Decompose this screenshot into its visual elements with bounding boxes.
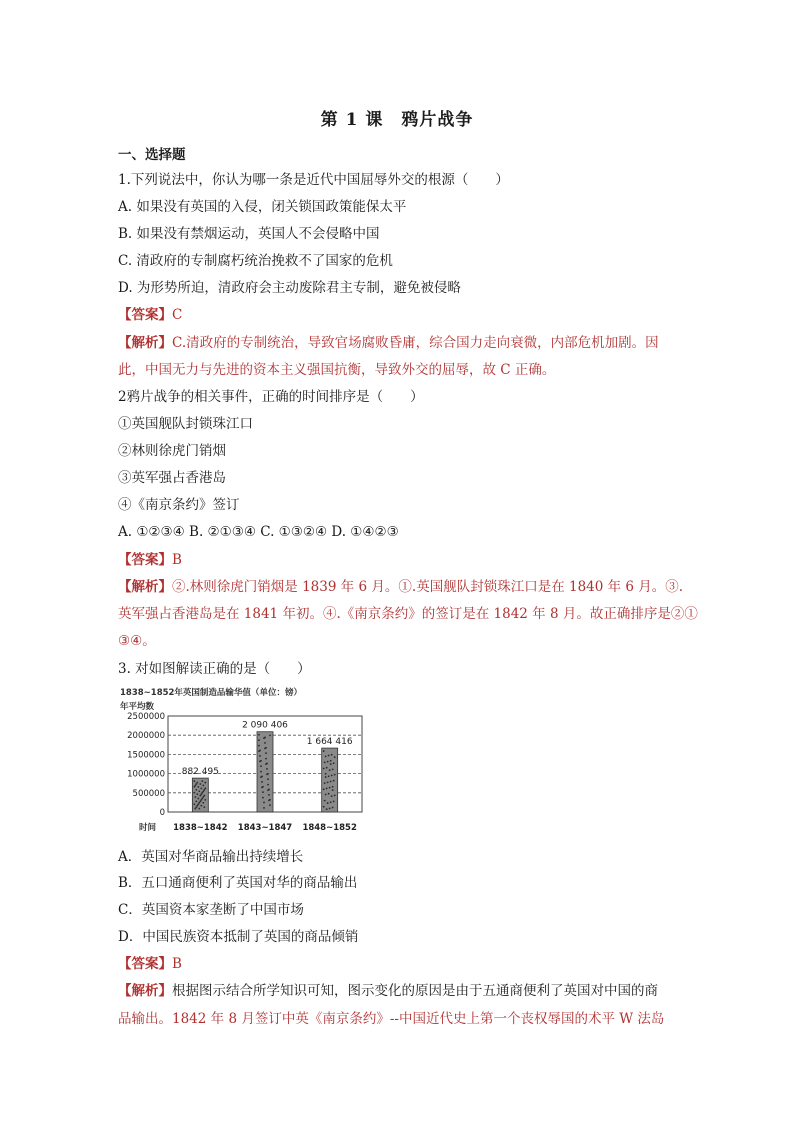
bar-texture-dot — [323, 806, 325, 808]
bar-texture-dot — [202, 785, 204, 787]
bar-texture-dot — [329, 787, 331, 789]
q2-item-4: ④《南京条约》签订 — [118, 497, 240, 513]
chart-svg — [118, 684, 368, 834]
q1-option-b: B. 如果没有禁烟运动，英国人不会侵略中国 — [118, 226, 380, 242]
bar-texture-dot — [203, 795, 205, 797]
answer-value: B — [172, 956, 182, 972]
bar-texture-dot — [195, 800, 197, 802]
bar-texture-dot — [259, 755, 261, 757]
bar-texture-dot — [323, 788, 325, 790]
bar-texture-dot — [201, 792, 203, 794]
bar-texture-dot — [268, 799, 270, 801]
q3-option-c: C．英国资本家垄断了中国市场 — [118, 902, 304, 918]
x-tick-label: 1838~1842 — [173, 823, 228, 833]
analysis-text: ②.林则徐虎门销烟是 1839 年 6 月。①.英国舰队封锁珠江口是在 1840 年 6 月。③. — [172, 579, 684, 595]
q2-stem: 2鸦片战争的相关事件，正确的时间排序是（ ） — [118, 389, 424, 405]
bar-texture-dot — [267, 789, 269, 791]
q3-analysis-line-1 — [118, 982, 698, 1000]
q3-option-b: B．五口通商便利了英国对华的商品输出 — [118, 875, 358, 891]
bar-texture-dot — [268, 794, 270, 796]
bar-texture-dot — [325, 794, 327, 796]
bar-texture-dot — [332, 789, 334, 791]
bar-texture-dot — [324, 782, 326, 784]
bar-texture-dot — [203, 806, 205, 808]
x-tick-label: 1848~1852 — [302, 823, 357, 833]
q2-options: A. ①②③④ B. ②①③④ C. ①③②④ D. ①④②③ — [118, 524, 399, 540]
bar-texture-dot — [193, 792, 195, 794]
bar-texture-dot — [196, 793, 198, 795]
q1-answer — [118, 306, 698, 324]
q1-option-a: A. 如果没有英国的入侵，闭关锁国政策能保太平 — [118, 199, 407, 215]
bar-texture-dot — [262, 791, 264, 793]
y-tick-label: 500000 — [132, 788, 165, 799]
bar-texture-dot — [258, 734, 260, 736]
bar-texture-dot — [327, 761, 329, 763]
chart-title: 1838~1852年英国制造品输华值（单位：镑） — [120, 688, 302, 698]
bar-texture-dot — [204, 782, 206, 784]
bar-texture-dot — [265, 763, 267, 765]
q1-analysis-line-1 — [118, 334, 698, 352]
bar-value-label: 2 090 406 — [242, 720, 288, 731]
y-tick-label: 2500000 — [127, 712, 165, 722]
bar-texture-dot — [327, 802, 329, 804]
bar-texture-dot — [196, 782, 198, 784]
bar-texture-dot — [258, 745, 260, 747]
q2-analysis-line-2: 英军强占香港岛是在 1841 年初。④.《南京条约》的签订是在 1842 年 8 月。故正确排序是②① — [118, 606, 698, 622]
bar-texture-dot — [260, 776, 262, 778]
bar-texture-dot — [194, 808, 196, 810]
bar-texture-dot — [200, 799, 202, 801]
bar-texture-dot — [202, 796, 204, 798]
bar-texture-dot — [325, 776, 327, 778]
chart-ylabel: 年平均数 — [120, 702, 155, 712]
bar-texture-dot — [198, 790, 200, 792]
answer-tag: 【答案】 — [118, 552, 172, 568]
q3-answer — [118, 955, 698, 973]
bar-texture-dot — [326, 808, 328, 810]
bar-texture-dot — [330, 760, 332, 762]
answer-value: B — [172, 552, 182, 568]
bar-texture-dot — [204, 799, 206, 801]
analysis-tag: 【解析】 — [118, 335, 172, 351]
bar-texture-dot — [329, 807, 331, 809]
bar-texture-dot — [331, 795, 333, 797]
bar-texture-dot — [198, 802, 200, 804]
answer-tag: 【答案】 — [118, 307, 172, 323]
bar-texture-dot — [261, 786, 263, 788]
y-tick-label: 2000000 — [127, 731, 165, 742]
q2-answer — [118, 551, 698, 569]
section-heading: 一、选择题 — [118, 147, 186, 163]
q2-analysis-line-3: ③④。 — [118, 633, 156, 649]
bar-texture-dot — [334, 774, 336, 776]
answer-tag: 【答案】 — [118, 956, 172, 972]
analysis-text: 根据图示结合所学知识可知，图示变化的原因是由于五通商便利了英国对中国的商 — [172, 983, 658, 999]
bar-texture-dot — [326, 767, 328, 769]
bar-texture-dot — [323, 750, 325, 752]
bar-texture-dot — [200, 805, 202, 807]
bar-texture-dot — [332, 786, 334, 788]
bar-texture-dot — [197, 786, 199, 788]
bar-texture-dot — [258, 750, 260, 752]
bar-texture-dot — [269, 734, 271, 736]
bar-value-label: 882 495 — [181, 767, 219, 778]
bar-texture-dot — [333, 780, 335, 782]
q3-stem: 3. 对如图解读正确的是（ ） — [118, 661, 311, 677]
analysis-tag: 【解析】 — [118, 983, 172, 999]
bar-texture-dot — [258, 739, 260, 741]
page-title: 第 1 课 鸦片战争 — [320, 110, 474, 130]
bar-texture-dot — [265, 758, 267, 760]
bar-texture-dot — [200, 787, 202, 789]
bar-texture-dot — [201, 780, 203, 782]
bar-texture-dot — [197, 798, 199, 800]
bar-texture-dot — [267, 778, 269, 780]
y-tick-label: 0 — [159, 808, 165, 818]
bar-texture-dot — [264, 742, 266, 744]
bar-texture-dot — [332, 807, 334, 809]
q3-analysis-line-2: 品输出。1842 年 8 月签订中英《南京条约》--中国近代史上第一个丧权辱国的术平 W 法岛 — [118, 1011, 665, 1027]
bar-texture-dot — [263, 807, 265, 809]
q2-analysis-line-1 — [118, 578, 698, 596]
bar-texture-dot — [199, 795, 201, 797]
bar-texture-dot — [263, 737, 265, 739]
bar-chart — [118, 684, 368, 834]
bar-texture-dot — [267, 784, 269, 786]
bar-texture-dot — [331, 754, 333, 756]
bar-texture-dot — [266, 773, 268, 775]
analysis-text: C.清政府的专制统治，导致官场腐败昏庸，综合国力走向衰微，内部危机加剧。因 — [172, 335, 659, 351]
q1-stem: 1.下列说法中，你认为哪一条是近代中国屈辱外交的根源（ ） — [118, 172, 509, 188]
q3-option-a: A．英国对华商品输出持续增长 — [118, 849, 304, 865]
bar-texture-dot — [265, 752, 267, 754]
y-tick-label: 1000000 — [127, 769, 165, 780]
bar-texture-dot — [328, 755, 330, 757]
bar-texture-dot — [324, 762, 326, 764]
bar-texture-dot — [325, 773, 327, 775]
bar-texture-dot — [264, 747, 266, 749]
bar-texture-dot — [269, 804, 271, 806]
bar-texture-dot — [195, 783, 197, 785]
bar-texture-dot — [329, 769, 331, 771]
bar-texture-dot — [328, 793, 330, 795]
q2-item-3: ③英军强占香港岛 — [118, 470, 226, 486]
bar-texture-dot — [193, 803, 195, 805]
answer-value: C — [172, 307, 183, 323]
q3-option-d: D．中国民族资本抵制了英国的商品倾销 — [118, 929, 359, 945]
bar-texture-dot — [266, 768, 268, 770]
bar-texture-dot — [328, 775, 330, 777]
bar-texture-dot — [198, 808, 200, 810]
bar-texture-dot — [326, 788, 328, 790]
bar-texture-dot — [193, 780, 195, 782]
bar-texture-dot — [332, 768, 334, 770]
bar-texture-dot — [325, 755, 327, 757]
bar-value-label: 1 664 416 — [306, 737, 353, 748]
bar-texture-dot — [193, 786, 195, 788]
bar-texture-dot — [260, 771, 262, 773]
bar-texture-dot — [334, 756, 336, 758]
bar-texture-dot — [330, 781, 332, 783]
bar-texture-dot — [333, 801, 335, 803]
bar-texture-dot — [202, 802, 204, 804]
bar-texture-dot — [263, 802, 265, 804]
y-tick-label: 1500000 — [127, 750, 165, 761]
bar-texture-dot — [331, 775, 333, 777]
bar-texture-dot — [204, 787, 206, 789]
bar-texture-dot — [262, 797, 264, 799]
bar-texture-dot — [327, 781, 329, 783]
bar-texture-dot — [324, 800, 326, 802]
bar-texture-dot — [330, 801, 332, 803]
chart-xlabel: 时间 — [138, 823, 156, 833]
q1-option-c: C. 清政府的专制腐朽统治挽救不了国家的危机 — [118, 253, 393, 269]
bar-texture-dot — [203, 789, 205, 791]
bar-texture-dot — [333, 762, 335, 764]
bar-texture-dot — [261, 781, 263, 783]
bar-texture-dot — [196, 805, 198, 807]
bar-texture-dot — [194, 796, 196, 798]
x-tick-label: 1843~1847 — [237, 823, 293, 833]
q2-item-2: ②林则徐虎门销烟 — [118, 443, 226, 459]
bar-texture-dot — [259, 760, 261, 762]
bar-texture-dot — [195, 789, 197, 791]
bar-texture-dot — [334, 794, 336, 796]
q2-item-1: ①英国舰队封锁珠江口 — [118, 416, 253, 432]
q1-option-d: D. 为形势所迫，清政府会主动废除君主专制，避免被侵略 — [118, 280, 461, 296]
analysis-tag: 【解析】 — [118, 579, 172, 595]
bar-texture-dot — [323, 768, 325, 770]
bar-texture-dot — [199, 783, 201, 785]
bar-texture-dot — [330, 763, 332, 765]
bar-texture-dot — [260, 765, 262, 767]
q1-analysis-line-2: 此，中国无力与先进的资本主义强国抗衡，导致外交的屈辱，故 C 正确。 — [118, 362, 556, 378]
